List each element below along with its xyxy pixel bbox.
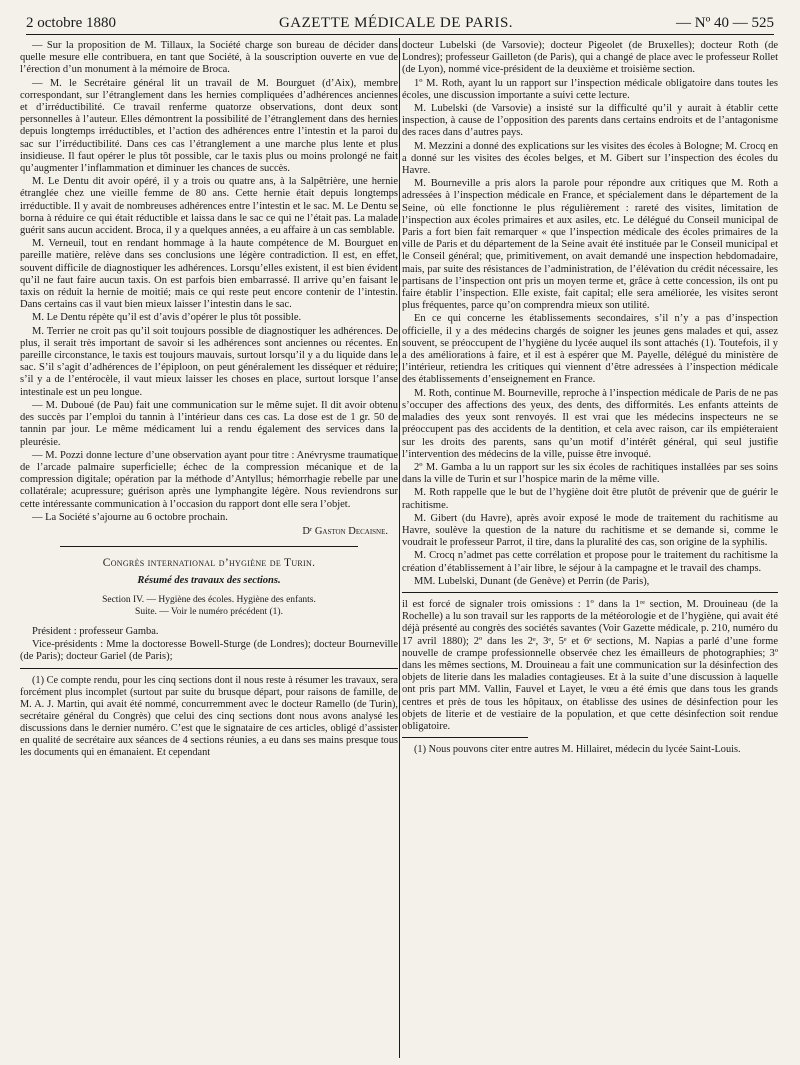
paragraph: — M. le Secrétaire général lit un travail de M. Bourguet (d’Aix), membre correspondant, sur l’étranglement dans les hernies compliquées d’adhérences anciennes et d’irréductibilité. Ce travail renferme quatorze observations, dont deux sont personnelles à l’auteur. Elles démontrent la possibilité de l’étranglement dans des hernies depuis longtemps irréductibles, et l’action des adhérences entre l’intestin et la paroi du sac sur l’irréductibilité. Dans ces cas l’étranglement a une marche plus lente et plus insidieuse. Il faut opérer le plus tôt possible, car le taxis plus ou moins prolongé ne fait qu’augmenter l’inflammation et diminuer les chances de succès.	[20, 77, 398, 175]
header-title: GAZETTE MÉDICALE DE PARIS.	[278, 14, 514, 31]
summary-title: Résumé des travaux des sections.	[137, 575, 281, 587]
paragraph: M. Gibert (du Havre), après avoir exposé le mode de traitement du rachitisme au Havre, soulève la question de la nature du rachitisme et se demande si, comme le voudrait le professeur Parrot, il tire, dans la pluralité des cas, son origine de la syphilis.	[402, 512, 778, 549]
paragraph: M. Terrier ne croit pas qu’il soit toujours possible de diagnostiquer les adhérences. De plus, il serait très important de savoir si les adhérences sont anciennes ou récentes. En pareille circonstance, le taxis est toujours mauvais, surtout lorsqu’il y a du liquide dans le sac. S’il s’agit d’adhérences de l’épiploon, on peut généralement les disséquer et réduire; s’il y a de l’entérocèle, il vaut mieux laisser les choses en place, surtout lorsque l’anse intestinale est un peu longue.	[20, 325, 398, 398]
section-heading: Section IV. — Hygiène des écoles. Hygiène des enfants.	[102, 594, 316, 605]
paragraph: M. Lubelski (de Varsovie) a insisté sur la difficulté qu’il y aurait à établir cette inspection, à cause de l’opposition des parents dans certains endroits et de l’antagonisme des races dans d’autres pays.	[402, 103, 778, 139]
signature: Dʳ Gaston Decaisne.	[302, 525, 388, 537]
section-rule	[60, 546, 358, 547]
page-header	[26, 12, 774, 35]
footnote-rule	[20, 668, 398, 669]
paragraph: M. Roth, continue M. Bourneville, reproche à l’inspection médicale de Paris de ne pas s’occuper des affections des yeux, des dents, des difformités. Les enfants atteints de maladies des yeux sont renvoyés. Il est vrai que les médecins inspecteurs ne se préoccupent pas des accidents de la dentition, et cela avec raison, car ils empiéteraient sur les droits des parents, sans qu’un motif d’intérêt général, qui seul justifie l’intervention des médecins de la ville, puisse être invoqué.	[402, 387, 778, 460]
vice-presidents-line: Vice-présidents : Mme la doctoresse Bowell-Sturge (de Londres); docteur Bourneville (de Paris); docteur Gariel (de Paris);	[20, 639, 398, 663]
paragraph: M. Le Dentu répète qu’il est d’avis d’opérer le plus tôt possible.	[32, 312, 302, 324]
header-date: 2 octobre 1880	[26, 14, 116, 31]
paragraph: — La Société s’ajourne au 6 octobre prochain.	[32, 511, 228, 523]
paragraph: 1º M. Roth, ayant lu un rapport sur l’inspection médicale obligatoire dans toutes les écoles, une discussion importante a suivi cette lecture.	[402, 77, 778, 101]
paragraph: il est forcé de signaler trois omissions : 1º dans la 1ʳᵉ section, M. Drouineau (de la Rochelle) a lu son travail sur les rapports de la météorologie et de l’hygiène, qui avait été déjà présenté au congrès des sociétés savantes (Voir Gazette médicale, p. 210, numéro du 17 avril 1880); 2º dans les 2ᵉ, 3ᵉ, 5ᵉ et 6ᵉ sections, M. Napias a parlé d’une forme nouvelle de crampe professionnelle observée chez les émailleurs de photographies; 3º dans les mêmes sections, M. Drouineau a fait une communication sur la désinfection des objets de literie dans les maladies contagieuses. Et à la suite d’une discussion à laquelle ont pris part MM. Vallin, Fauvel et Layet, le vœu a été émis que dans tous les grands centres et près de tous les hôpitaux, on établisse des usines de désinfection pour les objets de literie et de vestiaire de la population, et que cette désinfection soit rendue obligatoire.	[402, 598, 778, 732]
header-issue: — Nº 40 — 525	[676, 14, 774, 31]
paragraph: M. Bourneville a pris alors la parole pour répondre aux critiques que M. Roth a adressées à l’inspection médicale en France, et spécialement dans le département de la Seine, où elle fonctionne le plus régulièrement : rareté des visites, limitation de l’inspection aux écoles primaires et aux asiles, etc. Le délégué du Conseil municipal de Paris a fort bien fait remarquer « que l’inspection médicale des écoles primaires de la ville de Paris et du département de la Seine avait été instituée par le Conseil municipal et le Conseil général; que, primitivement, on avait demandé une inspection hebdomadaire, mais, par suite des résistances de l’administration, de l’élévation du crédit nécessaire, les partisans de l’inspection ont pris un moyen terme et, grâce à cette concession, ils ont pu faire établir l’inspection. Elle existe, fait capital; elle sera améliorée, les visites seront plus fréquentes, parce qu’on comprendra mieux son utilité.	[402, 178, 778, 312]
paragraph: docteur Lubelski (de Varsovie); docteur Pigeolet (de Bruxelles); docteur Roth (de Londres); professeur Gailleton (de Paris), qui a changé de place avec le professeur Rollet (de Lyon), nommé vice-président de la deuxième et troisième section.	[402, 40, 778, 76]
president-line: Président : professeur Gamba.	[32, 625, 159, 637]
paragraph: M. Le Dentu dit avoir opéré, il y a trois ou quatre ans, à la Salpêtrière, une hernie étranglée chez une vieille femme de 80 ans. Cette hernie était depuis longtemps irréductible. Il y avait de nombreuses adhérences entre l’intestin et le sac. M. Le Dentu se borna à réduire ce qui était réductible et laissa dans le sac ce qui ne l’était pas. La malade guérit sans aucun accident. Broca, il y a quelques années, a eu affaire à un cas semblable.	[20, 176, 398, 237]
column-divider	[399, 38, 400, 1058]
paragraph: M. Crocq n’admet pas cette corrélation et propose pour le traitement du rachitisme la création d’établissement à l’air libre, le séjour à la campagne et le travail des champs.	[402, 550, 778, 574]
congress-title: Congrès international d’hygiène de Turin.	[102, 557, 316, 570]
paragraph: M. Verneuil, tout en rendant hommage à la haute compétence de M. Bourguet en pareille matière, relève dans ses conclusions une légère contradiction. Il est, en effet, souvent difficile de diagnostiquer les adhérences. Lorsqu’elles existent, il est bien évident qu’il ne faut faire aucun taxis. On est parfois bien embarrassé. Il arrive qu’en faisant le taxis on réduit la hernie de moitié; mais ce qui reste peut encore contenir de l’intestin. Dans certains cas il vaut bien mieux laisser l’intestin dans le sac.	[20, 238, 398, 311]
footnote: (1) Ce compte rendu, pour les cinq sections dont il nous reste à résumer les travaux, sera forcément plus incomplet (surtout par suite du brusque départ, pour raisons de famille, de M. A. J. Martin, qui avait été nommé, concurremment avec le docteur Ramello (de Turin), secrétaire général du Congrès) que celui des cinq sections dont nous avons analysé les discussions dans le dernier numéro. C’est que le signataire de ces articles, obligé d’assister en qualité de secrétaire aux séances de 4 sections réunies, a eu dans ses mains presque tous les documents qui en émanaient. Et cependant	[20, 674, 398, 758]
paragraph: — M. Pozzi donne lecture d’une observation ayant pour titre : Anévrysme traumatique de l’arcade palmaire superficielle; échec de la compression mécanique et de la compression digitale; opération par la méthode d’Antyllus; hémorrhagie rebelle par une collatérale; acupressure; guérison après une lymphangite légère. Nous reviendrons sur cette intéressante communication à l’occasion du rapport dont elle sera l’objet.	[20, 449, 398, 510]
paragraph: — Sur la proposition de M. Tillaux, la Société charge son bureau de décider dans quelle mesure elle contribuera, en tant que Société, à la souscription ouverte en vue de l’érection d’un monument à la mémoire de Broca.	[20, 40, 398, 76]
paragraph: En ce qui concerne les établissements secondaires, s’il n’y a pas d’inspection officielle, il y a des médecins chargés de soigner les jeunes gens malades et qui, assez souvent, se préoccupent de l’hygiène du lycée auquel ils sont attachés (1). Toutefois, il y a des améliorations à faire, et il est à espérer que M. Payelle, délégué du ministère de l’intérieur, retiendra les critiques qui viennent d’être adressées à l’inspection médicale des établissements d’enseignement en France.	[402, 313, 778, 386]
left-column	[20, 40, 398, 760]
paragraph: M. Mezzini a donné des explications sur les visites des écoles à Bologne; M. Crocq en a donné sur les visites des écoles belges, et M. Gibert sur l’inspection des écoles du Havre.	[402, 140, 778, 177]
footnote: (1) Nous pouvons citer entre autres M. Hillairet, médecin du lycée Saint-Louis.	[414, 744, 741, 756]
paragraph: 2º M. Gamba a lu un rapport sur les six écoles de rachitiques installées par ses soins dans la ville de Turin et sur l’hospice marin de la même ville.	[402, 461, 778, 486]
paragraph: M. Roth rappelle que le but de l’hygiène doit être plutôt de prévenir que de guérir le rachitisme.	[402, 487, 778, 511]
footnote-rule	[402, 737, 528, 738]
column-rule	[402, 592, 778, 593]
right-column	[402, 40, 778, 757]
paragraph: MM. Lubelski, Dunant (de Genève) et Perrin (de Paris),	[414, 575, 650, 587]
paragraph: — M. Duboué (de Pau) fait une communication sur le même sujet. Il dit avoir obtenu des succès par l’emploi du tannin à l’intérieur dans ces cas. La dose est de 1 gr. 50 de tannin par jour. Le même médicament lui a rendu également des services dans la pleurésie.	[20, 399, 398, 448]
suite-note: Suite. — Voir le numéro précédent (1).	[135, 606, 283, 617]
